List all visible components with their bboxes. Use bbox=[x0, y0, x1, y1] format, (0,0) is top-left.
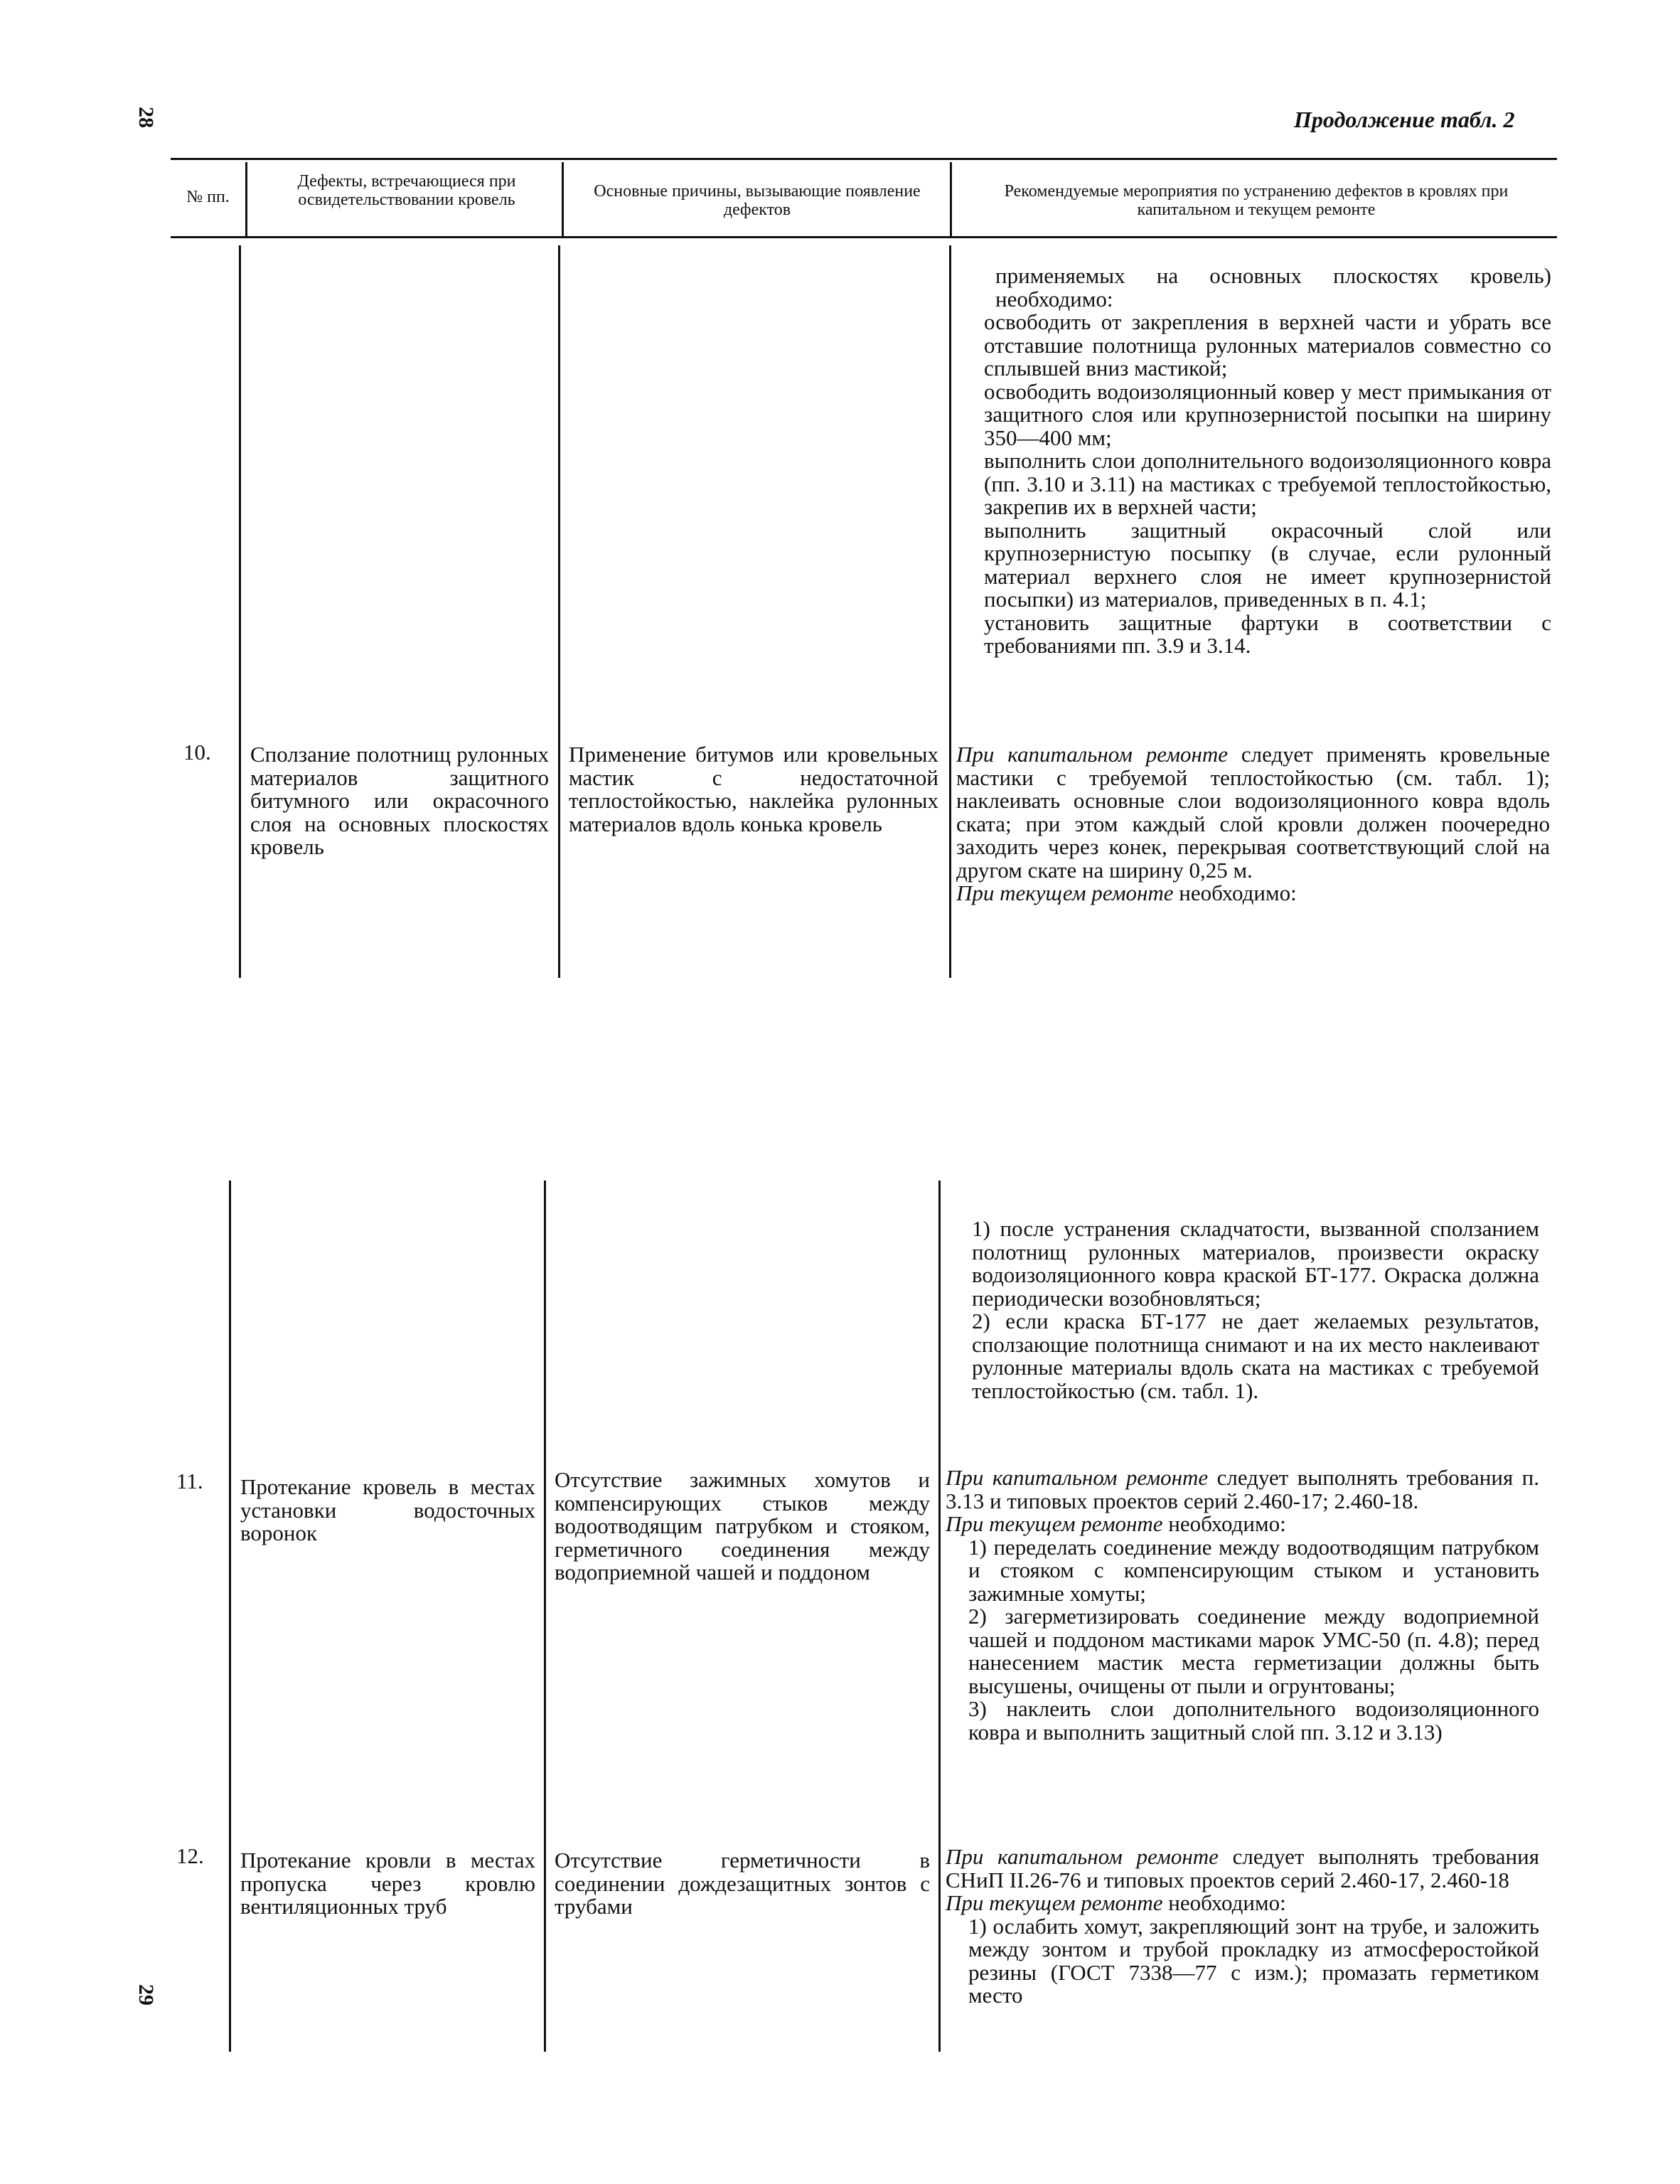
table-continued-caption: Продолжение табл. 2 bbox=[1294, 107, 1515, 132]
list-item: 1) ослабить хомут, закрепляющий зонт на трубе, и заложить между зонтом и трубой прокладку из атмосферостойкой резины (ГОСТ 7338—77 с изм.); промазать герметиком место bbox=[968, 1913, 1539, 2008]
top-divider-2 bbox=[558, 245, 560, 978]
row-number-11: 11. bbox=[176, 1469, 203, 1493]
row-12-measures bbox=[946, 1845, 1539, 2008]
text-paragraph: освободить от закрепления в верхней части и убрать все отставшие полотнища рулонных материалов совместно со сплывшей вниз мастикой; bbox=[984, 309, 1551, 380]
capital-repair-text: следует выполнять требования п. 3.13 и типовых проектов серий 2.460-17; 2.460-18. bbox=[946, 1465, 1540, 1513]
row-number-10: 10. bbox=[183, 740, 211, 765]
text-paragraph: установить защитные фартуки в соответствии с требованиями пп. 3.9 и 3.14. bbox=[984, 609, 1551, 658]
row-11-cause: Отсутствие зажимных хомутов и компенсирующих стыков между водоотводящим патрубком и стояком, герметичного соединения между водоприемной чашей и поддоном bbox=[555, 1467, 930, 1584]
list-item: 2) загерметизировать соединение между водоприемной чашей и поддоном мастиками марок УМС-50 (п. 4.8); перед нанесением мастик места герметизации должны быть высушены, очищены от пыли и огрунтованы; bbox=[968, 1604, 1539, 1698]
header-defects: Дефекты, встречающиеся при освидетельствовании кровель bbox=[297, 172, 516, 209]
row-12-cause: Отсутствие герметичности в соединении дождезащитных зонтов с трубами bbox=[555, 1848, 930, 1919]
text-paragraph: освободить водоизоляционный ковер у мест примыкания от защитного слоя или крупнозернистой посыпки на ширину 350—400 мм; bbox=[984, 378, 1551, 450]
header-measures: Рекомендуемые мероприятия по устранению дефектов в кровлях при капитальном и текущем ремонте bbox=[1004, 182, 1509, 219]
current-repair-text: необходимо: bbox=[1168, 1890, 1286, 1915]
header-bottom-rule bbox=[171, 236, 1557, 238]
row-12-defect: Протекание кровли в местах пропуска через кровлю вентиляционных труб bbox=[240, 1848, 535, 1919]
capital-repair-text: следует выполнять требования СНиП II.26-76 и типовых проектов серий 2.460-17, 2.460-18 bbox=[946, 1844, 1539, 1892]
row-11-measures bbox=[946, 1466, 1539, 1744]
header-divider-2 bbox=[562, 162, 564, 236]
page-number-left: 28 bbox=[134, 107, 158, 128]
row-10-cause: Применение битумов или кровельных мастик с недостаточной теплостойкостью, наклейка рулонных материалов вдоль конька кровель bbox=[569, 742, 938, 836]
page-number-right: 29 bbox=[134, 1984, 158, 2005]
text-paragraph: 2) если краска БТ-177 не дает желаемых результатов, сползающие полотнища снимают и на их место наклеивают рулонные материалы вдоль ската на мастиках с требуемой теплостойкостью (см. табл. 1). bbox=[972, 1309, 1539, 1403]
row-11-defect: Протекание кровель в местах установки водосточных воронок bbox=[240, 1474, 535, 1545]
header-causes: Основные причины, вызывающие появление дефектов bbox=[594, 182, 921, 219]
header-divider-3 bbox=[950, 162, 952, 236]
capital-repair-text: следует применять кровельные мастики с требуемой теплостойкостью (см. табл. 1); наклеивать основные слои водоизоляционного ковра вдоль ската; при этом каждый слой кровли должен поочередно заходить через конек, перекрывая соответствующий слой на другом скате на ширину 0,25 м. bbox=[956, 742, 1550, 883]
current-repair-text: необходимо: bbox=[1179, 880, 1297, 905]
current-repair-label: При текущем ремонте bbox=[956, 880, 1174, 905]
capital-repair-label: При капитальном ремонте bbox=[946, 1465, 1209, 1490]
current-repair-label: При текущем ремонте bbox=[946, 1890, 1163, 1915]
bottom-divider-3 bbox=[938, 1181, 941, 2052]
list-item: 1) переделать соединение между водоотводящим патрубком и стояком с компенсирующим стыком и установить зажимные хомуты; bbox=[968, 1534, 1539, 1606]
text-paragraph: выполнить слои дополнительного водоизоляционного ковра (пп. 3.10 и 3.11) на мастиках с требуемой теплостойкостью, закрепив их в верхней части; bbox=[984, 448, 1551, 519]
header-number: № пп. bbox=[186, 188, 230, 206]
current-repair-label: При текущем ремонте bbox=[946, 1511, 1163, 1536]
capital-repair-label: При капитальном ремонте bbox=[946, 1844, 1219, 1869]
row-10-measures bbox=[956, 743, 1550, 905]
bottom-divider-1 bbox=[229, 1181, 231, 2052]
measures-continuation-top bbox=[961, 265, 1551, 658]
current-repair-text: необходимо: bbox=[1168, 1511, 1286, 1536]
header-divider-1 bbox=[245, 162, 247, 236]
top-divider-3 bbox=[949, 245, 951, 978]
list-item: 3) наклеить слои дополнительного водоизоляционного ковра и выполнить защитный слой пп. 3.12 и 3.13) bbox=[968, 1696, 1539, 1744]
bottom-divider-2 bbox=[544, 1181, 546, 2052]
text-paragraph: выполнить защитный окрасочный слой или крупнозернистую посыпку (в случае, если рулонный материал верхнего слоя не имеет крупнозернистой посыпки) из материалов, приведенных в п. 4.1; bbox=[984, 517, 1551, 612]
text-paragraph: применяемых на основных плоскостях кровель) необходимо: bbox=[995, 263, 1551, 311]
header-top-rule bbox=[171, 158, 1557, 160]
measures-continuation-bottom bbox=[949, 1218, 1539, 1402]
row-10-defect: Сползание полотнищ рулонных материалов защитного битумного или окрасочного слоя на основных плоскостях кровель bbox=[250, 742, 549, 859]
text-paragraph: 1) после устранения складчатости, вызванной сползанием полотнищ рулонных материалов, произвести окраску водоизоляционного ковра краской БТ-177. Окраска должна периодически возобновляться; bbox=[972, 1216, 1539, 1311]
capital-repair-label: При капитальном ремонте bbox=[956, 742, 1229, 767]
row-number-12: 12. bbox=[176, 1843, 204, 1868]
top-divider-1 bbox=[239, 245, 241, 978]
